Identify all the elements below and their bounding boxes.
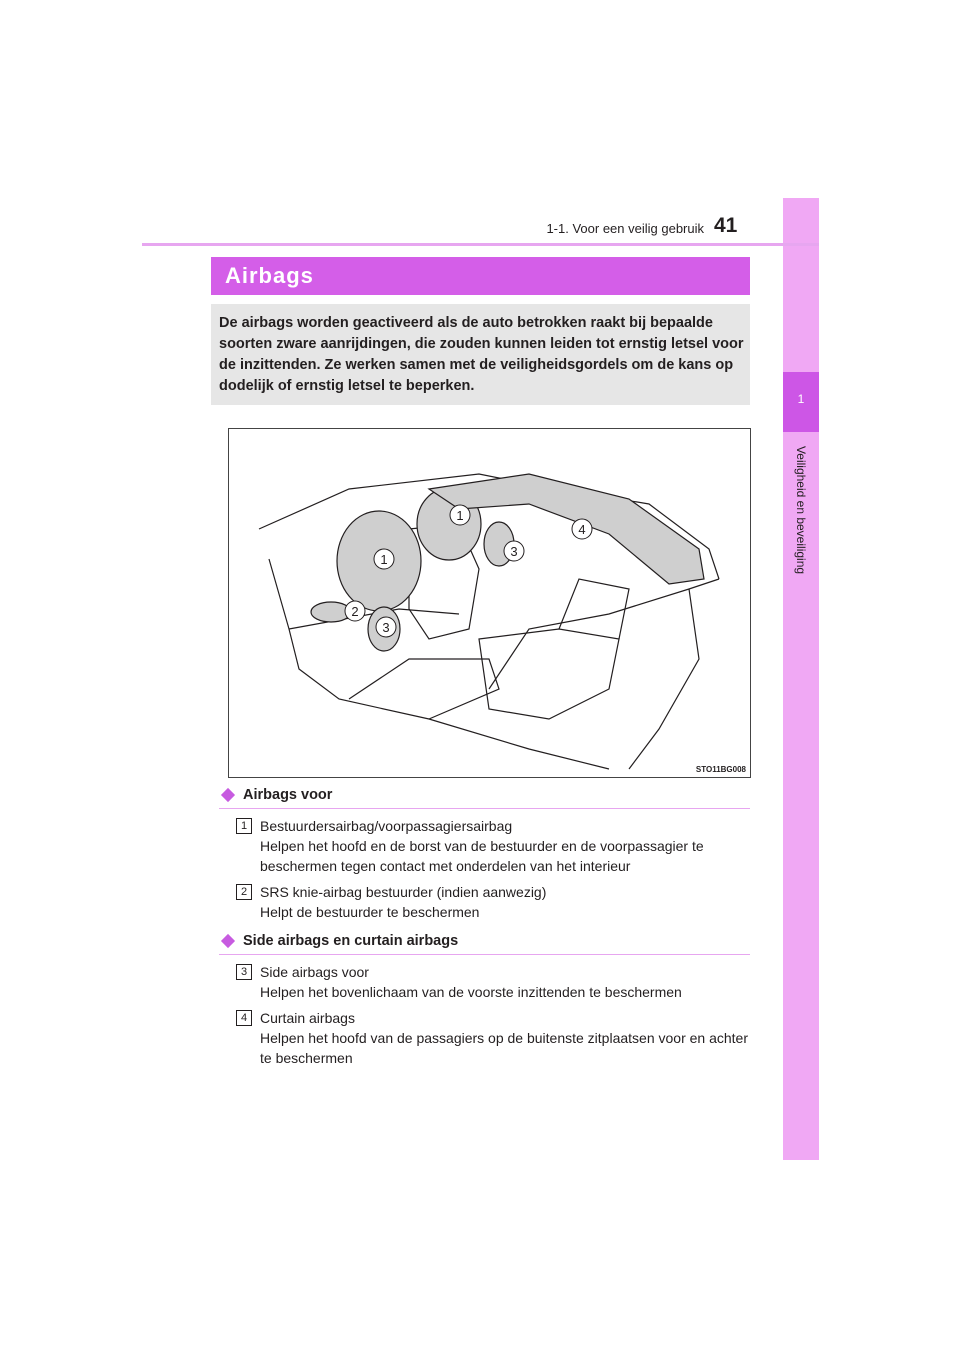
header-section: 1-1. Voor een veilig gebruik: [546, 221, 704, 236]
section-heading-text: Airbags voor: [243, 787, 333, 803]
callout-2-label: 2: [351, 604, 359, 619]
callout-1a-label: 1: [456, 508, 464, 523]
chapter-number: 1: [797, 392, 805, 406]
item-number: 3: [236, 964, 252, 980]
section-heading-text: Side airbags en curtain airbags: [243, 933, 459, 949]
airbag-figure: [228, 428, 751, 778]
callout-1b-label: 1: [380, 552, 388, 567]
item-title: SRS knie-airbag bestuurder (indien aanwezig): [260, 884, 547, 900]
item-title: Bestuurdersairbag/voorpassagiersairbag: [260, 818, 513, 834]
item-desc: Helpen het hoofd van de passagiers op de buitenste zitplaatsen voor en achter te beschermen: [260, 1030, 748, 1066]
item-title: Side airbags voor: [260, 964, 369, 980]
intro-box: [211, 304, 750, 405]
section-heading-side: [219, 932, 750, 955]
page-number: 41: [714, 214, 738, 237]
chapter-side-tab: [783, 198, 819, 1160]
callout-3a-label: 3: [382, 620, 390, 635]
figure-code: STO11BG008: [695, 765, 746, 774]
chapter-title: Veiligheid en beveiliging: [794, 445, 808, 575]
intro-text: De airbags worden geactiveerd als de auto betrokken raakt bij bepaalde soorten zware aanrijdingen, die zouden kunnen leiden tot ernstig letsel voor de inzittenden. Ze werken samen met de veiligheidsgordels om de kans op dodelijk of ernstig letsel te beperken.: [219, 315, 744, 394]
item-title: Curtain airbags: [260, 1010, 355, 1026]
diamond-bullet-icon: [221, 934, 235, 948]
page-title: Airbags: [225, 263, 314, 288]
car-interior-illustration: [229, 429, 750, 777]
section-heading-front: [219, 786, 750, 809]
item-number: 1: [236, 818, 252, 834]
item-number: 4: [236, 1010, 252, 1026]
item-number: 2: [236, 884, 252, 900]
diamond-bullet-icon: [221, 788, 235, 802]
title-bar: [211, 257, 750, 295]
item-desc: Helpt de bestuurder te beschermen: [260, 904, 480, 920]
item-desc: Helpen het bovenlichaam van de voorste inzittenden te beschermen: [260, 984, 682, 1000]
callout-4-label: 4: [578, 522, 586, 537]
header-rule: [142, 243, 819, 246]
callout-3b-label: 3: [510, 544, 518, 559]
item-desc: Helpen het hoofd en de borst van de bestuurder en de voorpassagier te beschermen tegen contact met onderdelen van het interieur: [260, 838, 704, 874]
